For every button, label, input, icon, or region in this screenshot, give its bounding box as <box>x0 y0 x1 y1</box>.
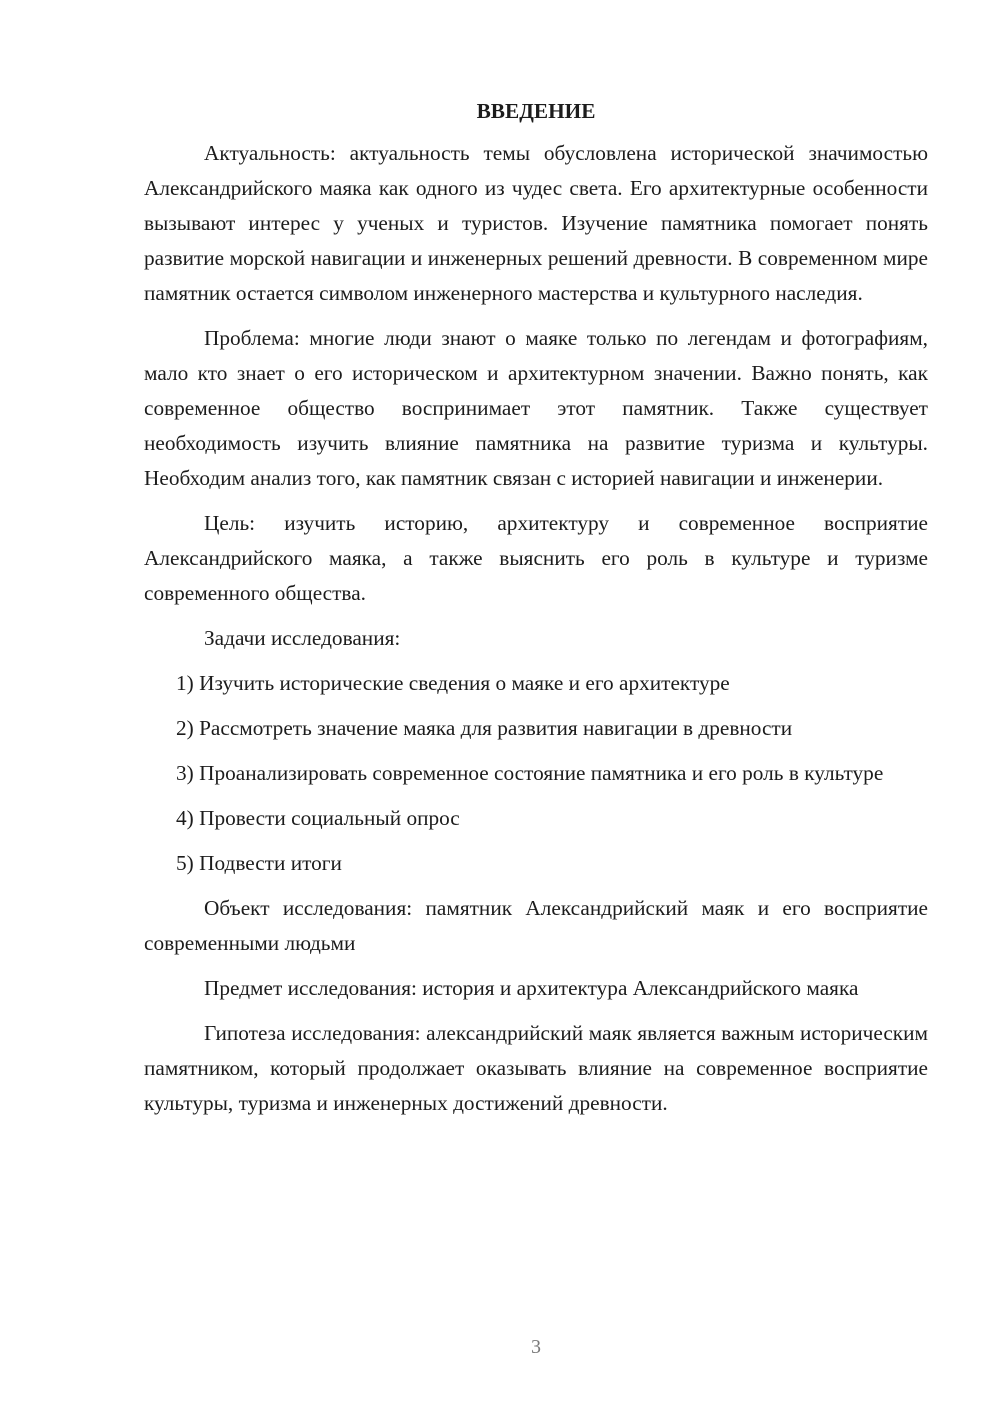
task-item: 5) Подвести итоги <box>176 851 342 875</box>
tasks-heading: Задачи исследования: <box>204 626 401 650</box>
relevance-paragraph: Актуальность: актуальность темы обусловлена исторической значимостью Александрийского маяка как одного из чудес света. Его архитектурные особенности вызывают интерес у ученых и туристов. Изучение памятника помогает понять развитие морской навигации и инженерных решений древности. В современном мире памятник остается символом инженерного мастерства и культурного наследия. <box>144 141 928 305</box>
task-item: 1) Изучить исторические сведения о маяке и его архитектуре <box>176 671 730 695</box>
page-title: ВВЕДЕНИЕ <box>476 99 596 123</box>
task-item: 3) Проанализировать современное состояние памятника и его роль в культуре <box>176 761 884 785</box>
task-item: 4) Провести социальный опрос <box>176 806 460 830</box>
goal-paragraph: Цель: изучить историю, архитектуру и современное восприятие Александрийского маяка, а также выяснить его роль в культуре и туризме современного общества. <box>144 511 928 605</box>
task-item: 2) Рассмотреть значение маяка для развития навигации в древности <box>176 716 793 740</box>
object-paragraph: Объект исследования: памятник Александрийский маяк и его восприятие современными людьми <box>144 896 928 955</box>
subject-paragraph: Предмет исследования: история и архитектура Александрийского маяка <box>204 976 859 1000</box>
problem-paragraph: Проблема: многие люди знают о маяке только по легендам и фотографиям, мало кто знает о его историческом и архитектурном значении. Важно понять, как современное общество воспринимает этот памятник. Также существует необходимость изучить влияние памятника на развитие туризма и культуры. Необходим анализ того, как памятник связан с историей навигации и инженерии. <box>144 326 928 490</box>
hypothesis-paragraph: Гипотеза исследования: александрийский маяк является важным историческим памятником, который продолжает оказывать влияние на современное восприятие культуры, туризма и инженерных достижений древности. <box>144 1021 928 1115</box>
page-number: 3 <box>531 1336 541 1358</box>
page-content <box>144 96 928 1131</box>
